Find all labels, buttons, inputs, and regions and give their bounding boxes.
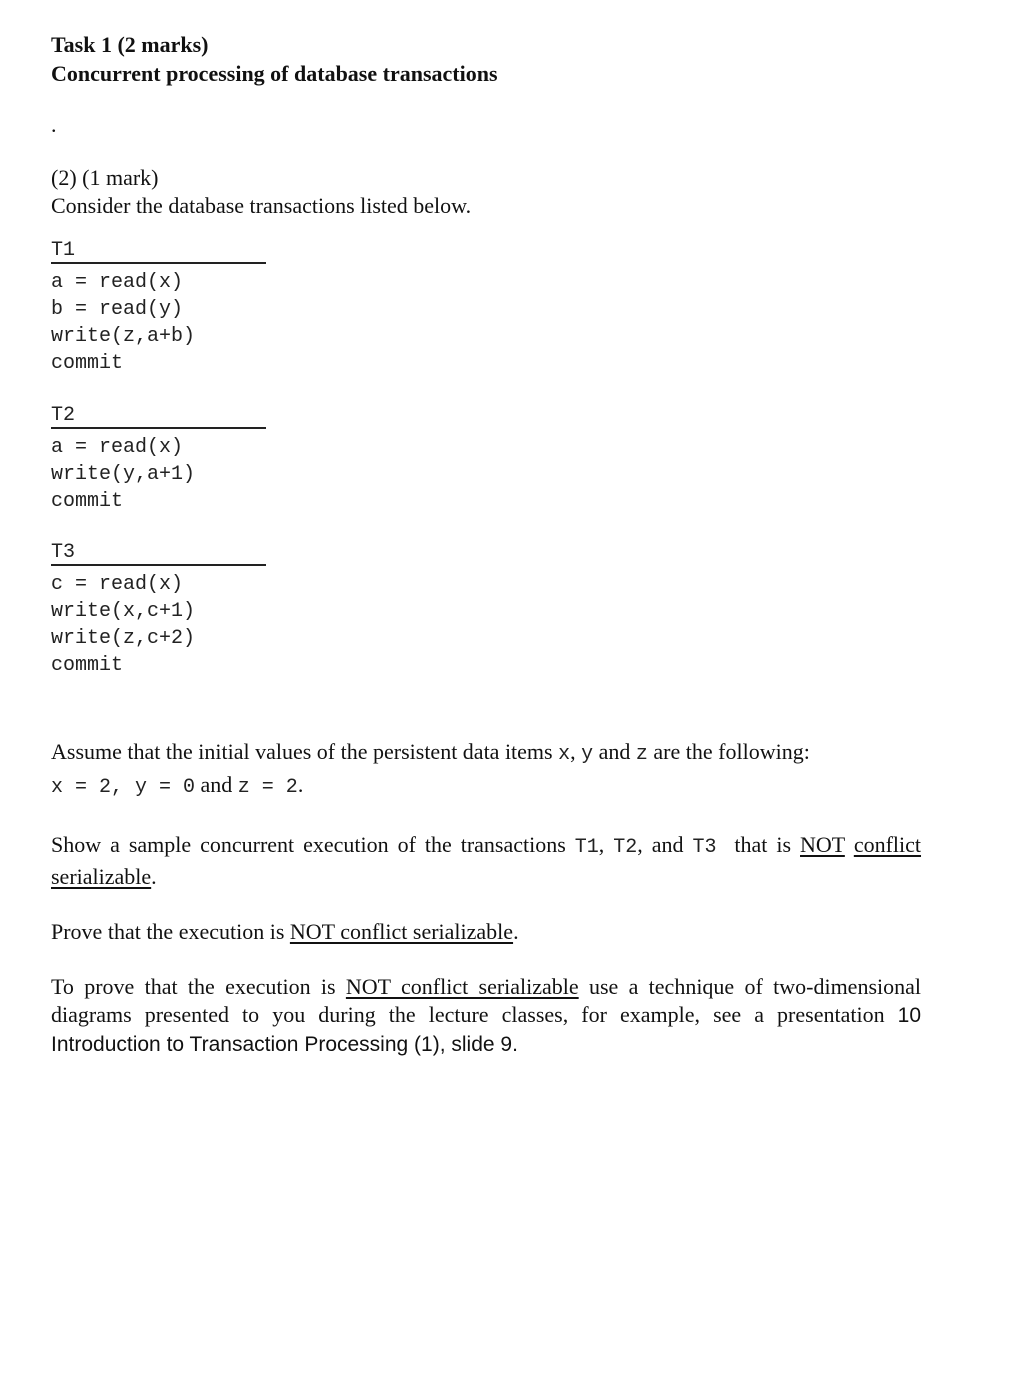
lecture-reference: 10 Introduction to Transaction Processing (1), slide 9 bbox=[51, 1004, 921, 1056]
var-x: x bbox=[558, 743, 571, 766]
transaction-name: T1 bbox=[51, 240, 266, 264]
task-subtitle: Concurrent processing of database transactions bbox=[51, 61, 498, 86]
var-y: y bbox=[581, 743, 594, 766]
underlined-not-conflict-serializable: NOT conflict serializable bbox=[345, 974, 579, 999]
task-title: Task 1 (2 marks) bbox=[51, 32, 209, 57]
assume-sep: and bbox=[195, 772, 238, 797]
code-line: a = read(x) bbox=[51, 436, 184, 459]
prove-text: Prove that the execution is bbox=[51, 919, 290, 944]
show-sep: . bbox=[151, 864, 157, 889]
technique-paragraph bbox=[51, 973, 921, 1059]
transaction-t2 bbox=[51, 405, 921, 515]
t1-ref: T1 bbox=[574, 836, 599, 859]
code-line: a = read(x) bbox=[51, 271, 184, 294]
underlined-conflict-serializable: conflict serializable bbox=[51, 832, 922, 889]
prove-paragraph bbox=[51, 918, 921, 946]
show-sep: , bbox=[598, 832, 614, 857]
code-line: write(z,c+2) bbox=[51, 627, 196, 650]
transaction-t3 bbox=[51, 542, 921, 679]
code-line: commit bbox=[51, 352, 124, 375]
code-line: write(y,a+1) bbox=[51, 463, 196, 486]
assume-sep: , bbox=[570, 739, 582, 764]
code-line: c = read(x) bbox=[51, 573, 184, 596]
assume-paragraph bbox=[51, 737, 921, 803]
show-text: that is bbox=[716, 832, 801, 857]
t3-ref: T3 bbox=[692, 836, 717, 859]
question-label: (2) (1 mark) bbox=[51, 165, 159, 190]
code-line: b = read(y) bbox=[51, 298, 184, 321]
show-sep: , and bbox=[637, 832, 693, 857]
initial-value-z: z = 2 bbox=[237, 776, 298, 799]
stray-dot: . bbox=[51, 112, 57, 137]
underlined-not: NOT bbox=[800, 832, 845, 857]
technique-sep: . bbox=[512, 1033, 518, 1056]
transaction-t1 bbox=[51, 240, 921, 377]
code-line: commit bbox=[51, 490, 124, 513]
document-page bbox=[51, 30, 921, 1059]
initial-values-xy: x = 2, y = 0 bbox=[51, 776, 196, 799]
show-text: Show a sample concurrent execution of the transactions bbox=[51, 832, 575, 857]
code-line: commit bbox=[51, 654, 124, 677]
show-paragraph bbox=[51, 830, 921, 891]
transaction-name: T2 bbox=[51, 405, 266, 429]
technique-text: To prove that the execution is bbox=[51, 974, 346, 999]
transaction-name: T3 bbox=[51, 542, 266, 566]
code-line: write(x,c+1) bbox=[51, 600, 196, 623]
question-intro: Consider the database transactions listed below. bbox=[51, 193, 472, 218]
var-z: z bbox=[635, 743, 648, 766]
underlined-not-conflict-serializable: NOT conflict serializable bbox=[289, 919, 514, 944]
assume-text: Assume that the initial values of the persistent data items bbox=[51, 739, 559, 764]
prove-sep: . bbox=[513, 919, 519, 944]
code-line: write(z,a+b) bbox=[51, 325, 196, 348]
technique-text: use a technique of two-dimensional diagrams presented to you during the lecture classes, for example, see a presentation bbox=[51, 974, 921, 1027]
t2-ref: T2 bbox=[613, 836, 638, 859]
assume-text: are the following: bbox=[647, 739, 810, 764]
assume-sep: . bbox=[297, 772, 304, 797]
assume-sep: and bbox=[593, 739, 636, 764]
